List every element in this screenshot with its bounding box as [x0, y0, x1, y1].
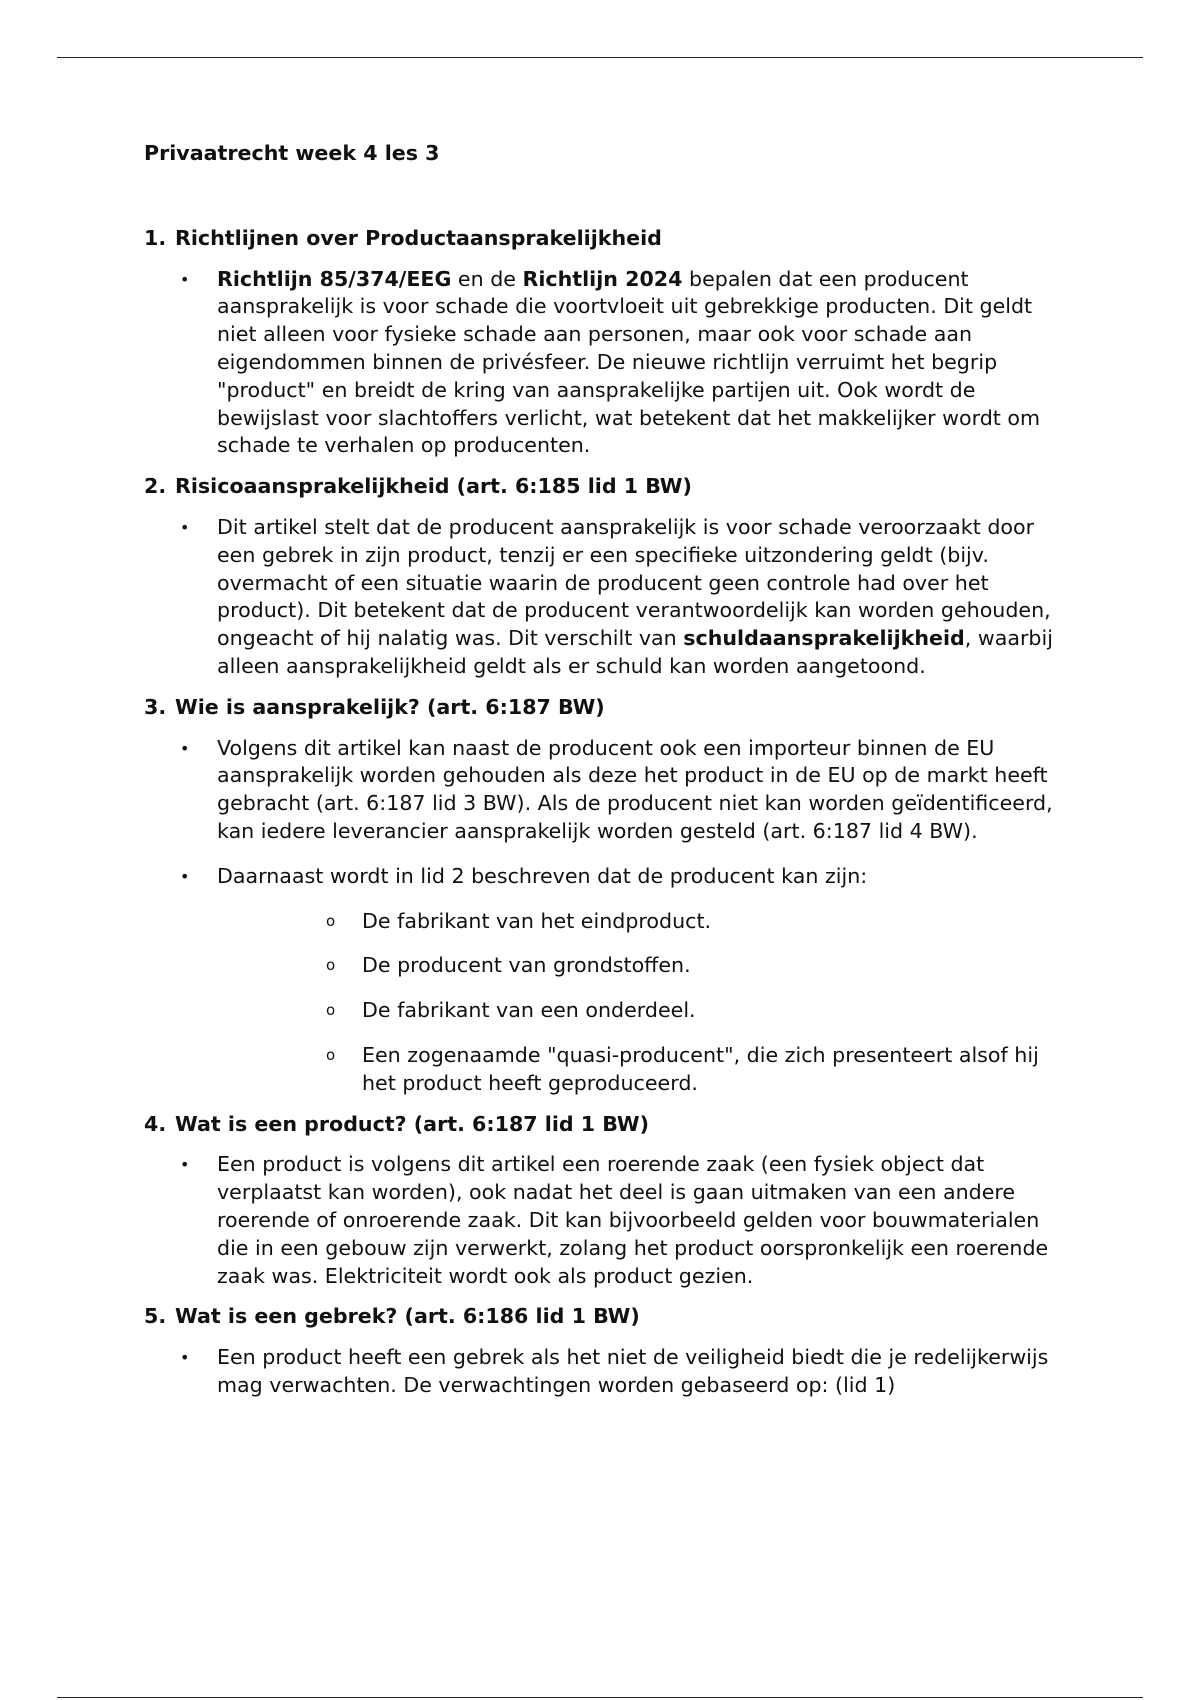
sub-bullet-glyph: o: [326, 911, 336, 930]
section-title: Wat is een gebrek? (art. 6:186 lid 1 BW): [175, 1304, 640, 1329]
sub-list-item: [217, 997, 1074, 1025]
bullet-list: [144, 1151, 1074, 1290]
section-heading-3: [144, 694, 1074, 722]
sub-bullet-glyph: o: [326, 956, 336, 975]
bullet-glyph: •: [180, 517, 190, 537]
section-title: Risicoaansprakelijkheid (art. 6:185 lid 1 BW): [175, 474, 692, 499]
bullet-glyph: •: [180, 269, 190, 289]
bullet-list: [144, 1344, 1074, 1400]
sub-bullet-glyph: o: [326, 1045, 336, 1064]
header-rule: [57, 57, 1143, 58]
bullet-glyph: •: [180, 1155, 190, 1175]
section-title: Wat is een product? (art. 6:187 lid 1 BW): [175, 1111, 650, 1136]
bullet-text: Een product is volgens dit artikel een roerende zaak (een fysiek object dat verplaatst kan worden), ook nadat het deel is gaan uitmaken van een andere roerende of onroerende zaak. Dit kan bijvoorbeeld gelden voor bouwmaterialen die in een gebouw zijn verwerkt, zolang het product oorspronkelijk een roerende zaak was. Elektriciteit wordt ook als product gezien.: [217, 1152, 1049, 1288]
bullet-glyph: •: [180, 738, 190, 758]
text-fragment: bepalen dat een producent aansprakelijk is voor schade die voortvloeit uit gebrekkige producten. Dit geldt niet alleen voor fysieke schade aan personen, maar ook voor schade aan eigendommen binnen de privésfeer. De nieuwe richtlijn verruimt het begrip "product" en breidt de kring van aansprakelijke partijen uit. Ook wordt de bewijslast voor slachtoffers verlicht, wat betekent dat het makkelijker wordt om schade te verhalen op producenten.: [217, 266, 1041, 458]
section-heading-5: [144, 1303, 1074, 1331]
bold-term: schuldaansprakelijkheid: [683, 626, 965, 651]
bold-term: Richtlijn 2024: [522, 266, 683, 291]
footer-rule: [57, 1697, 1143, 1698]
list-item: [144, 863, 1074, 1098]
sub-bullet-text: De producent van grondstoffen.: [362, 953, 691, 978]
list-item: [144, 735, 1074, 846]
bullet-text: [217, 863, 1074, 1098]
bullet-list: [144, 514, 1074, 681]
section-heading-4: [144, 1111, 1074, 1139]
section-heading-1: [144, 225, 1074, 253]
sub-bullet-text: De fabrikant van een onderdeel.: [362, 998, 696, 1023]
bullet-text: Volgens dit artikel kan naast de producent ook een importeur binnen de EU aansprakelijk worden gehouden als deze het product in de EU op de markt heeft gebracht (art. 6:187 lid 3 BW). Als de producent niet kan worden geïdentificeerd, kan iedere leverancier aansprakelijk worden gesteld (art. 6:187 lid 4 BW).: [217, 735, 1053, 843]
bullet-glyph: •: [180, 866, 190, 886]
bullet-glyph: •: [180, 1348, 190, 1368]
text-fragment: Daarnaast wordt in lid 2 beschreven dat de producent kan zijn:: [217, 863, 868, 888]
section-title: Richtlijnen over Productaansprakelijkheid: [175, 225, 662, 250]
text-fragment: , waarbij alleen aansprakelijkheid geldt als er schuld kan worden aangetoond.: [217, 626, 1053, 678]
bullet-list: [144, 735, 1074, 1098]
sub-list-item: [217, 908, 1074, 936]
list-item: [144, 266, 1074, 461]
sub-bullet-text: De fabrikant van het eindproduct.: [362, 908, 712, 933]
bullet-text: [217, 266, 1074, 461]
bullet-text: [217, 514, 1074, 681]
section-number: 2.: [144, 474, 167, 499]
text-fragment: Dit artikel stelt dat de producent aansprakelijk is voor schade veroorzaakt door een gebrek in zijn product, tenzij er een specifieke uitzondering geldt (bijv. overmacht of een situatie waarin de producent geen controle had over het product). Dit betekent dat de producent verantwoordelijk kan worden gehouden, ongeacht of hij nalatig was. Dit verschilt van: [217, 514, 1051, 651]
sub-list-item: [217, 1042, 1074, 1098]
section-number: 5.: [144, 1304, 167, 1329]
bullet-list: [144, 266, 1074, 461]
bold-term: Richtlijn 85/374/EEG: [217, 266, 452, 291]
document-title: Privaatrecht week 4 les 3: [144, 141, 440, 165]
text-fragment: en de: [451, 266, 523, 291]
sub-bullet-list: [217, 908, 1074, 1098]
sub-bullet-text: Een zogenaamde "quasi-producent", die zich presenteert alsof hij het product heeft geproduceerd.: [362, 1042, 1039, 1095]
section-number: 1.: [144, 225, 167, 250]
section-heading-2: [144, 473, 1074, 501]
list-item: [144, 1344, 1074, 1400]
bullet-text: Een product heeft een gebrek als het niet de veiligheid biedt die je redelijkerwijs mag verwachten. De verwachtingen worden gebaseerd op: (lid 1): [217, 1345, 1049, 1397]
section-number: 4.: [144, 1111, 167, 1136]
sub-bullet-glyph: o: [326, 1001, 336, 1020]
list-item: [144, 514, 1074, 681]
list-item: [144, 1151, 1074, 1290]
section-number: 3.: [144, 694, 167, 719]
section-title: Wie is aansprakelijk? (art. 6:187 BW): [175, 694, 605, 719]
document-body: [144, 140, 1074, 1413]
sub-list-item: [217, 952, 1074, 980]
